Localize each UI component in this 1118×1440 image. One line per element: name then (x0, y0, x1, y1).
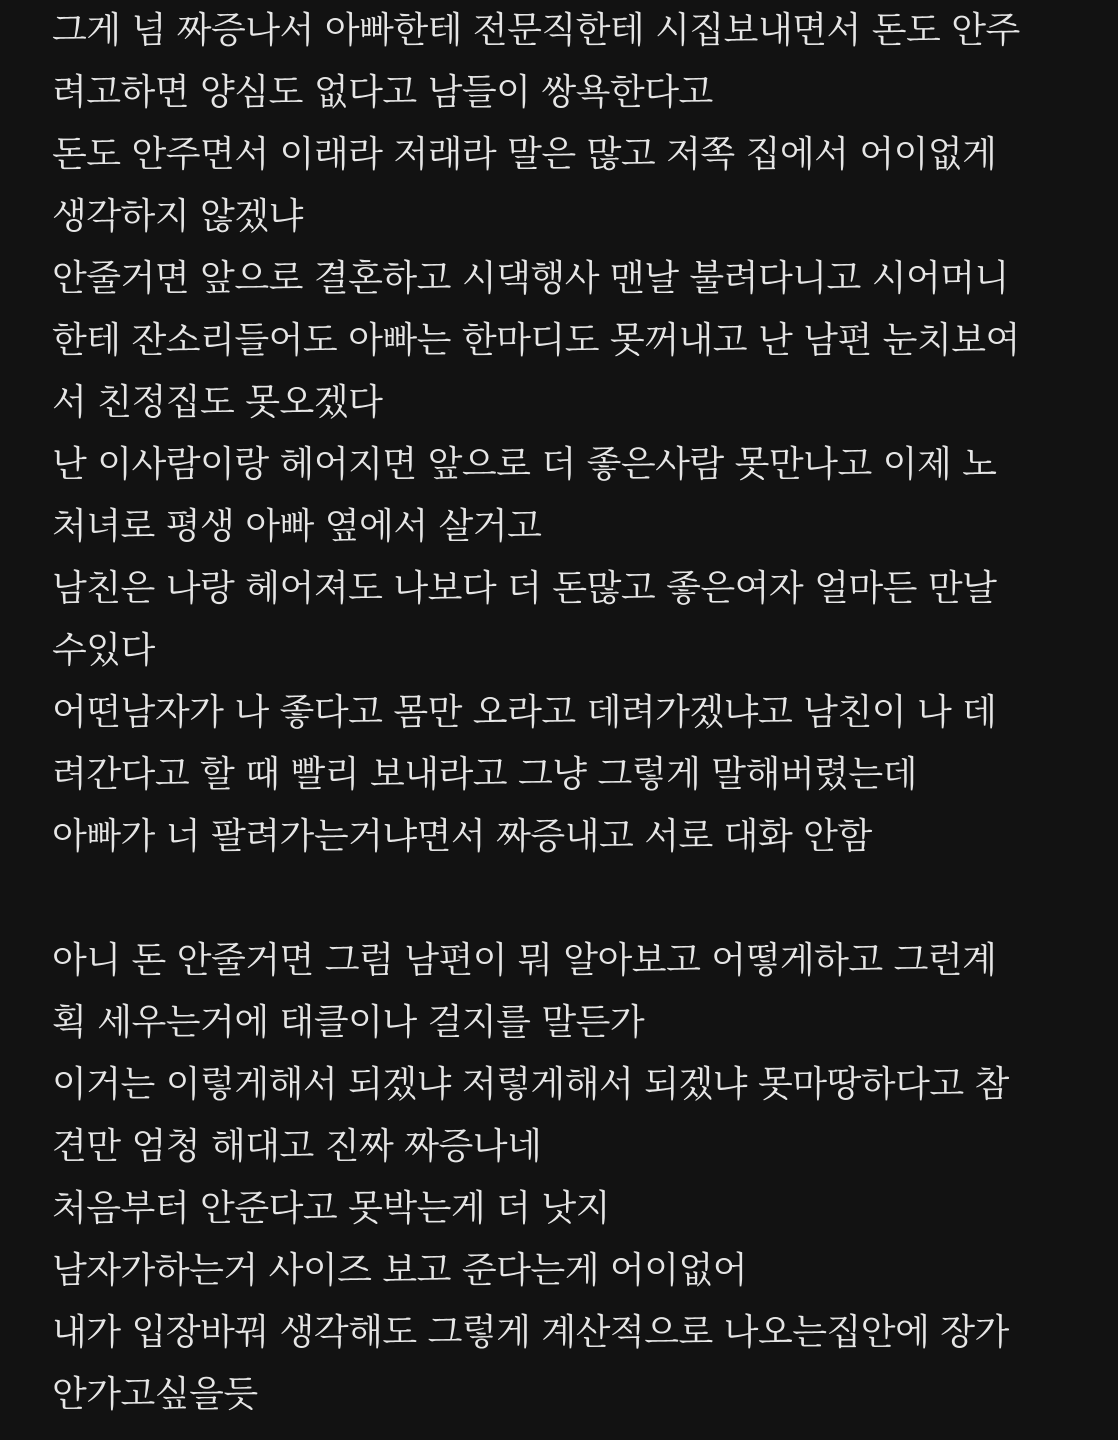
text-line: 생각하지 않겠냐 (52, 196, 303, 237)
text-line: 려고하면 양심도 없다고 남들이 쌍욕한다고 (52, 72, 713, 113)
text-line: 남자가하는거 사이즈 보고 준다는게 어이없어 (52, 1250, 748, 1291)
text-line: 안줄거면 앞으로 결혼하고 시댁행사 맨날 불려다니고 시어머니 (52, 258, 1009, 299)
text-line: 남친은 나랑 헤어져도 나보다 더 돈많고 좋은여자 얼마든 만날 (52, 568, 997, 609)
text-line: 아빠가 너 팔려가는거냐면서 짜증내고 서로 대화 안함 (52, 816, 872, 857)
text-line: 수있다 (52, 630, 155, 671)
text-line: 내가 입장바꿔 생각해도 그렇게 계산적으로 나오는집안에 장가 (52, 1312, 1009, 1353)
post-body (52, 0, 1082, 1426)
text-line: 처녀로 평생 아빠 옆에서 살거고 (52, 506, 542, 547)
text-line: 안가고싶을듯 (52, 1374, 258, 1415)
text-line: 견만 엄청 해대고 진짜 짜증나네 (52, 1126, 542, 1167)
text-line: 이거는 이렇게해서 되겠냐 저렇게해서 되겠냐 못마땅하다고 참 (52, 1064, 1009, 1105)
text-line: 서 친정집도 못오겠다 (52, 382, 383, 423)
text-line: 그게 넘 짜증나서 아빠한테 전문직한테 시집보내면서 돈도 안주 (52, 10, 1020, 51)
text-line: 돈도 안주면서 이래라 저래라 말은 많고 저쪽 집에서 어이없게 (52, 134, 997, 175)
text-line: 처음부터 안준다고 못박는게 더 낫지 (52, 1188, 610, 1229)
text-line: 어떤남자가 나 좋다고 몸만 오라고 데려가겠냐고 남친이 나 데 (52, 692, 997, 733)
text-line: 아니 돈 안줄거면 그럼 남편이 뭐 알아보고 어떻게하고 그런계 (52, 940, 997, 981)
text-line: 려간다고 할 때 빨리 보내라고 그냥 그렇게 말해버렸는데 (52, 754, 917, 795)
text-line: 한테 잔소리들어도 아빠는 한마디도 못꺼내고 난 남편 눈치보여 (52, 320, 1020, 361)
text-line: 난 이사람이랑 헤어지면 앞으로 더 좋은사람 못만나고 이제 노 (52, 444, 997, 485)
paragraph-gap (52, 868, 1082, 930)
text-line: 획 세우는거에 태클이나 걸지를 말든가 (52, 1002, 645, 1043)
